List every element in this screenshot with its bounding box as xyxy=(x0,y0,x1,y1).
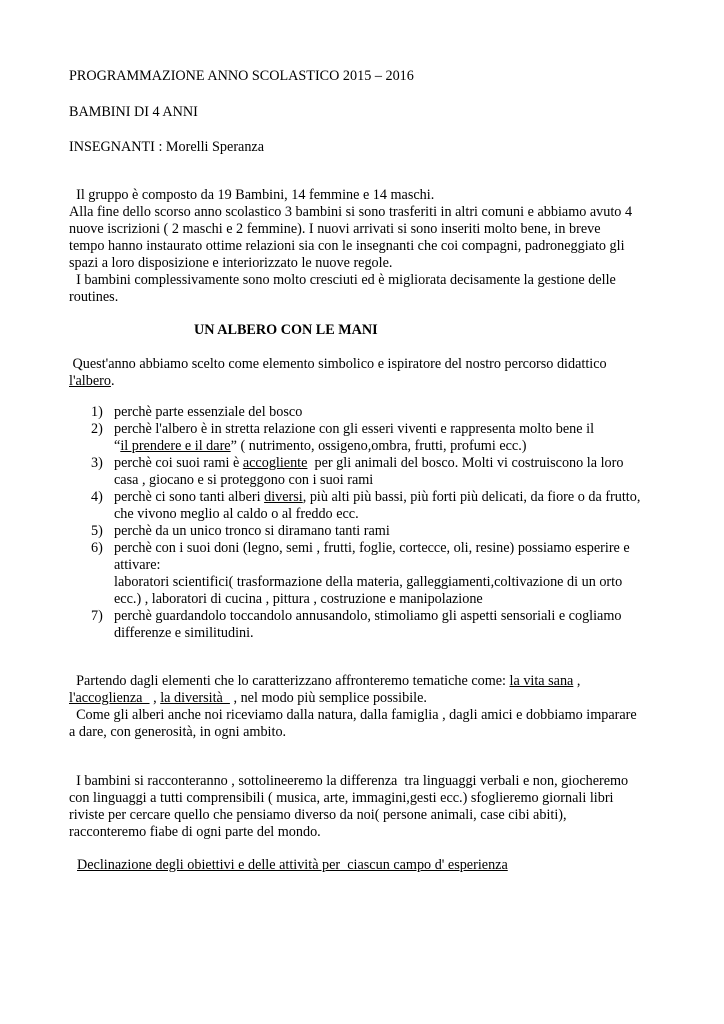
intro-line-5: spazi a loro disposizione e interiorizzato le nuove regole. xyxy=(69,255,393,271)
list-item-rest: ” ( nutrimento, ossigeno,ombra, frutti, profumi ecc.) xyxy=(230,438,527,454)
themes-text: , xyxy=(573,673,581,689)
list-item-text: perchè da un unico tronco si diramano tanti rami xyxy=(114,523,390,539)
underlined-word: diversi xyxy=(264,489,303,505)
list-item xyxy=(69,455,669,489)
list-item-start: perchè ci sono tanti alberi xyxy=(114,489,265,505)
themes-line-1 xyxy=(69,673,669,690)
reasons-list xyxy=(69,404,669,642)
list-item-number: 6) xyxy=(91,540,103,556)
list-item-text xyxy=(114,455,669,472)
symbol-line-2 xyxy=(69,373,669,390)
list-item-start: perchè coi suoi rami è xyxy=(114,455,243,471)
list-item-number: 1) xyxy=(91,404,103,420)
list-item xyxy=(69,523,669,540)
list-item xyxy=(69,540,669,608)
list-item-number: 4) xyxy=(91,489,103,505)
themes-text: , nel modo più semplice possibile. xyxy=(229,690,427,706)
symbol-line-1: Quest'anno abbiamo scelto come elemento simbolico e ispiratore del nostro percorso didattico xyxy=(69,356,607,372)
list-item-text: casa , giocano e si proteggono con i suoi rami xyxy=(114,472,374,488)
teachers-heading: INSEGNANTI : Morelli Speranza xyxy=(69,139,265,155)
albero-underlined: l'albero xyxy=(69,373,111,389)
list-item-number: 3) xyxy=(91,455,103,471)
themes-line-4: a dare, con generosità, in ogni ambito. xyxy=(69,724,287,740)
themes-text: Partendo dagli elementi che lo caratterizzano affronteremo tematiche come: xyxy=(69,673,510,689)
list-item-text: perchè con i suoi doni (legno, semi , frutti, foglie, cortecce, oli, resine) possiamo esperire e xyxy=(114,540,630,556)
intro-line-3: nuove iscrizioni ( 2 maschi e 2 femmine). I nuovi arrivati si sono inseriti molto bene, in breve xyxy=(69,221,601,237)
list-item-text: che vivono meglio al caldo o al freddo ecc. xyxy=(114,506,359,522)
themes-line-3: Come gli alberi anche noi riceviamo dalla natura, dalla famiglia , dagli amici e dobbiamo imparare xyxy=(69,707,637,723)
activities-line-3: riviste per cercare quello che pensiamo diverso da noi( persone animali, case cibi abiti), xyxy=(69,807,567,823)
list-item-text: ecc.) , laboratori di cucina , pittura , costruzione e manipolazione xyxy=(114,591,483,607)
theme-diversita: la diversità xyxy=(160,690,230,706)
intro-line-6: I bambini complessivamente sono molto cresciuti ed è migliorata decisamente la gestione delle xyxy=(69,272,616,288)
underlined-phrase: il prendere e il dare xyxy=(120,438,231,454)
intro-line-7: routines. xyxy=(69,289,119,305)
list-item-text: perchè parte essenziale del bosco xyxy=(114,404,303,420)
list-item xyxy=(69,608,669,642)
age-group-heading: BAMBINI DI 4 ANNI xyxy=(69,104,198,120)
list-item xyxy=(69,404,669,421)
intro-line-4: tempo hanno instaurato ottime relazioni sia con le insegnanti che coi compagni, padroneggiato gli xyxy=(69,238,625,254)
section-title: UN ALBERO CON LE MANI xyxy=(194,322,378,338)
program-heading: PROGRAMMAZIONE ANNO SCOLASTICO 2015 – 2016 xyxy=(69,68,414,84)
list-item-text: attivare: xyxy=(114,557,161,573)
open-quote: “ xyxy=(114,438,121,454)
objectives-heading: Declinazione degli obiettivi e delle attività per ciascun campo d' esperienza xyxy=(77,857,508,873)
theme-vita-sana: la vita sana xyxy=(509,673,574,689)
list-item-text: perchè guardandolo toccandolo annusandolo, stimoliamo gli aspetti sensoriali e cogliamo xyxy=(114,608,622,624)
list-item-text: differenze e similitudini. xyxy=(114,625,254,641)
list-item-number: 2) xyxy=(91,421,103,437)
list-item-text: perchè l'albero è in stretta relazione con gli esseri viventi e rappresenta molto bene il xyxy=(114,421,595,437)
theme-accoglienza: l'accoglienza xyxy=(69,690,150,706)
themes-text: , xyxy=(149,690,161,706)
underlined-word: accogliente xyxy=(242,455,308,471)
list-item-text: laboratori scientifici( trasformazione della materia, galleggiamenti,coltivazione di un orto xyxy=(114,574,623,590)
themes-line-2 xyxy=(69,690,669,707)
list-item-number: 7) xyxy=(91,608,103,624)
intro-line-1: Il gruppo è composto da 19 Bambini, 14 femmine e 14 maschi. xyxy=(69,187,435,203)
activities-line-2: con linguaggi a tutti comprensibili ( musica, arte, immagini,gesti ecc.) sfoglieremo giornali libri xyxy=(69,790,614,806)
list-item-text xyxy=(114,438,669,455)
activities-line-1: I bambini si racconteranno , sottolineeremo la differenza tra linguaggi verbali e non, giocheremo xyxy=(69,773,629,789)
intro-line-2: Alla fine dello scorso anno scolastico 3 bambini si sono trasferiti in altri comuni e abbiamo avuto 4 xyxy=(69,204,633,220)
list-item-number: 5) xyxy=(91,523,103,539)
list-item-text xyxy=(114,489,669,506)
list-item xyxy=(69,421,669,455)
list-item-rest: , più alti più bassi, più forti più delicati, da fiore o da frutto, xyxy=(302,489,641,505)
list-item xyxy=(69,489,669,523)
activities-line-4: racconteremo fiabe di ogni parte del mondo. xyxy=(69,824,321,840)
list-item-rest: per gli animali del bosco. Molti vi costruiscono la loro xyxy=(307,455,624,471)
symbol-period: . xyxy=(110,373,115,389)
